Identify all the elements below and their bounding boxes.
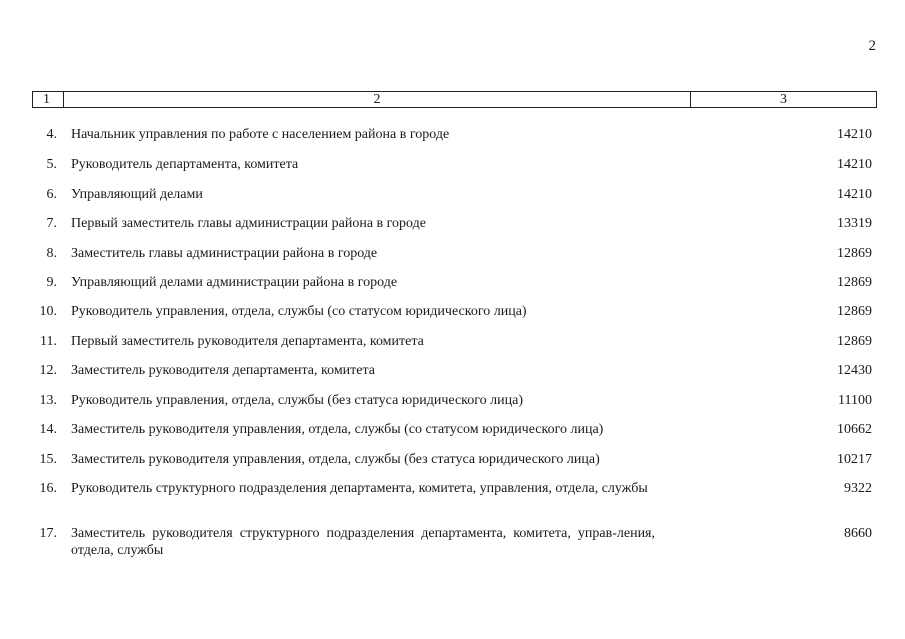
row-number: 16. (39, 481, 57, 496)
column-header-3: 3 (780, 91, 787, 107)
row-value: 9322 (844, 481, 872, 496)
row-value: 12869 (837, 334, 872, 349)
row-value: 13319 (837, 216, 872, 231)
row-value: 8660 (844, 526, 872, 541)
row-value: 10662 (837, 422, 872, 437)
row-number: 5. (46, 157, 57, 172)
row-position-title: Руководитель департамента, комитета (71, 157, 299, 172)
row-value: 12430 (837, 363, 872, 378)
row-value: 12869 (837, 246, 872, 261)
row-value: 11100 (838, 393, 872, 408)
row-number: 9. (46, 275, 57, 290)
row-position-title: Руководитель управления, отдела, службы (без статуса юридического лица) (71, 393, 523, 408)
row-number: 14. (39, 422, 57, 437)
page-number: 2 (868, 38, 876, 54)
row-number: 7. (46, 216, 57, 231)
row-number: 15. (39, 452, 57, 467)
column-header-1: 1 (33, 92, 64, 107)
row-number: 6. (46, 187, 57, 202)
row-position-title: Руководитель структурного подразделения департамента, комитета, управления, отдела, службы (71, 481, 648, 496)
row-value: 14210 (837, 187, 872, 202)
row-position-title: Начальник управления по работе с населением района в городе (71, 127, 450, 142)
row-value: 14210 (837, 127, 872, 142)
row-number: 13. (39, 393, 57, 408)
row-position-title: Первый заместитель руководителя департамента, комитета (71, 334, 424, 349)
row-position-title: Заместитель руководителя управления, отдела, службы (без статуса юридического лица) (71, 452, 600, 467)
row-number: 8. (46, 246, 57, 261)
row-position-title: Управляющий делами (71, 187, 203, 202)
row-position-title: Заместитель руководителя департамента, комитета (71, 363, 376, 378)
row-number: 12. (39, 363, 57, 378)
row-value: 10217 (837, 452, 872, 467)
row-value: 12869 (837, 275, 872, 290)
column-header-2: 2 (64, 92, 691, 107)
row-value: 12869 (837, 304, 872, 319)
row-position-title: Заместитель руководителя управления, отдела, службы (со статусом юридического лица) (71, 422, 604, 437)
row-value: 14210 (837, 157, 872, 172)
row-number: 10. (39, 304, 57, 319)
row-position-title: Руководитель управления, отдела, службы (со статусом юридического лица) (71, 304, 527, 319)
row-position-title: Заместитель руководителя структурного подразделения департамента, комитета, управ-ления, отдела, службы (71, 526, 655, 558)
row-position-title: Заместитель главы администрации района в городе (71, 246, 378, 261)
row-number: 17. (39, 526, 57, 541)
column-header-table (32, 91, 877, 108)
row-position-title: Управляющий делами администрации района в городе (71, 275, 398, 290)
row-number: 4. (46, 127, 57, 142)
row-position-title: Первый заместитель главы администрации района в городе (71, 216, 426, 231)
row-number: 11. (40, 334, 57, 349)
